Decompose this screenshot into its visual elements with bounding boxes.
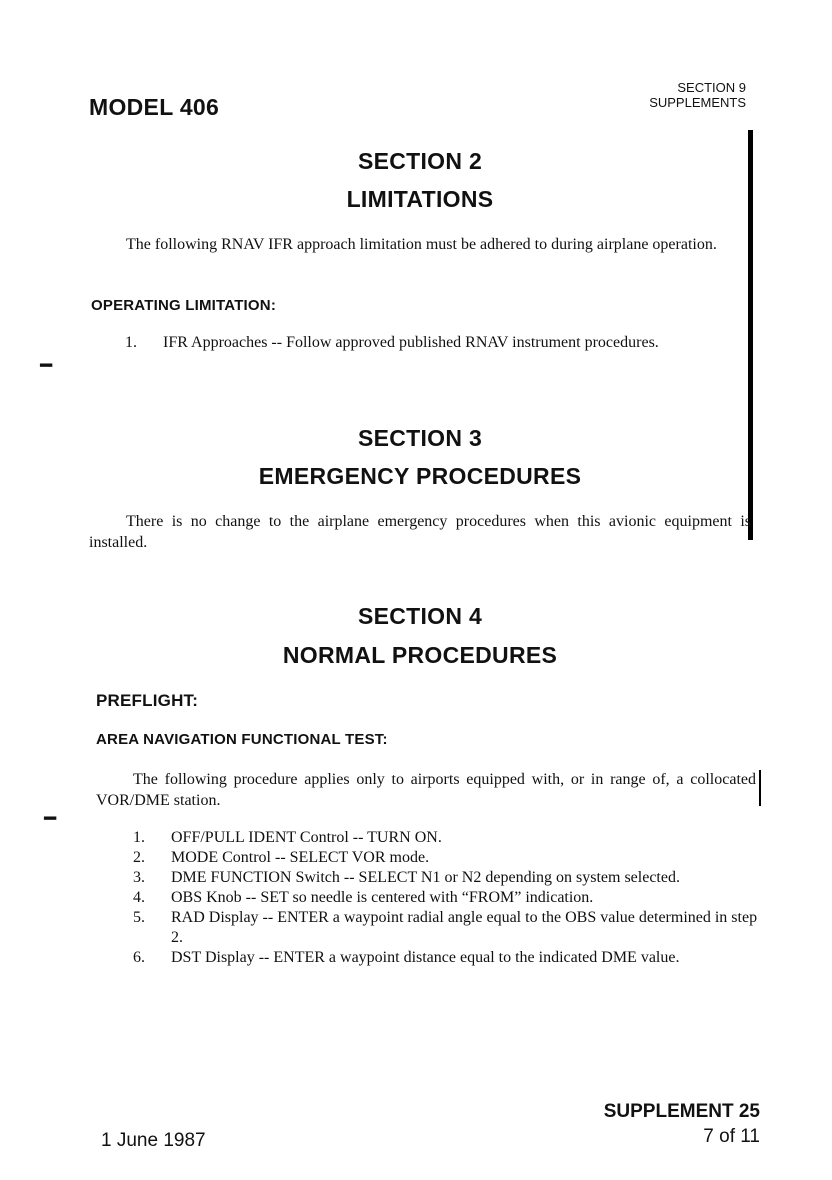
list-item [133,868,759,888]
step-number: 1. [133,829,145,846]
header-section: SECTION 9 [677,80,746,95]
step-text: OFF/PULL IDENT Control -- TURN ON. [171,829,442,846]
margin-mark-2: ━ [44,808,57,830]
section-4-title: NORMAL PROCEDURES [282,642,558,668]
list-item [133,828,759,848]
preflight-heading: PREFLIGHT: [96,691,199,710]
step-number: 6. [133,949,145,966]
section-3-number: SECTION 3 [357,425,483,451]
step-text: OBS Knob -- SET so needle is centered with “FROM” indication. [171,889,594,906]
list-item [133,908,759,948]
section-3-title: EMERGENCY PROCEDURES [258,463,582,489]
list-item-number: 1. [125,334,137,351]
step-number: 2. [133,849,145,866]
header-section-label [649,80,746,110]
list-item-text: IFR Approaches -- Follow approved published RNAV instrument procedures. [163,334,659,351]
operating-limitation-heading: OPERATING LIMITATION: [91,297,277,314]
change-bar-small [759,770,761,806]
step-number: 3. [133,869,145,886]
list-item [133,888,759,908]
section-3-text: There is no change to the airplane emergency procedures when this avionic equipment is installed. [89,513,751,551]
section-2-number: SECTION 2 [357,148,483,174]
step-text: DME FUNCTION Switch -- SELECT N1 or N2 depending on system selected. [171,869,680,886]
step-number: 4. [133,889,145,906]
section-4-number: SECTION 4 [357,603,483,629]
section-2-intro: The following RNAV IFR approach limitation must be adhered to during airplane operation. [126,236,717,253]
header-supplements: SUPPLEMENTS [649,95,746,110]
footer-date: 1 June 1987 [101,1130,206,1151]
limitation-list [125,333,751,353]
footer-supplement: SUPPLEMENT 25 [603,1101,760,1122]
model-title: MODEL 406 [89,94,220,120]
list-item [125,333,751,353]
step-text: DST Display -- ENTER a waypoint distance equal to the indicated DME value. [171,949,680,966]
section-4-intro: The following procedure applies only to airports equipped with, or in range of, a collocated VOR/DME station. [96,771,756,809]
footer-page-number: 7 of 11 [703,1126,760,1147]
margin-mark-1: ━ [40,355,53,377]
step-text: RAD Display -- ENTER a waypoint radial angle equal to the OBS value determined in step 2. [171,909,758,946]
functional-test-heading: AREA NAVIGATION FUNCTIONAL TEST: [96,731,388,748]
list-item [133,848,759,868]
list-item [133,948,759,968]
procedure-steps [133,828,759,968]
section-2-title: LIMITATIONS [346,186,494,212]
step-number: 5. [133,909,145,926]
step-text: MODE Control -- SELECT VOR mode. [171,849,430,866]
